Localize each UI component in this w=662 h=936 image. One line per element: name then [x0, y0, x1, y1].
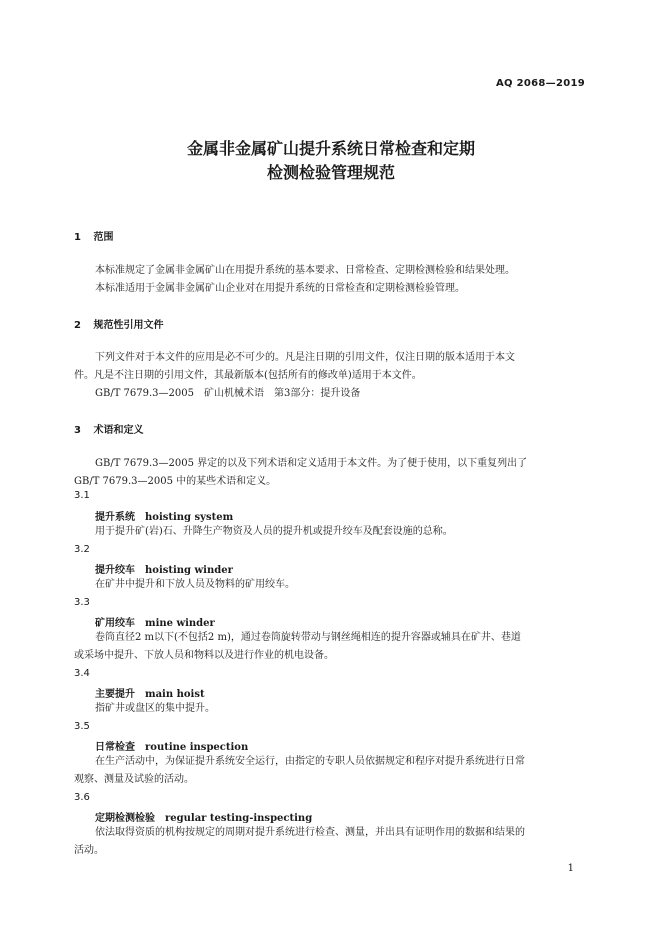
section-title: 范围	[93, 232, 114, 243]
term-definition-line-1: 在生产活动中，为保证提升系统安全运行，由指定的专职人员依据规定和程序对提升系统进行日常	[95, 756, 525, 767]
term-definition-line-2: 活动。	[74, 845, 104, 856]
term-name-en: hoisting winder	[145, 565, 233, 576]
term-number: 3.1	[74, 490, 90, 501]
term-definition: 在矿井中提升和下放人员及物料的矿用绞车。	[95, 579, 295, 590]
section-number: 1	[74, 232, 81, 243]
term-name-en: regular testing-inspecting	[165, 813, 313, 824]
term-name	[95, 508, 233, 523]
section-heading-references	[74, 316, 163, 331]
term-name-en: routine inspection	[145, 742, 249, 753]
section-title: 术语和定义	[93, 425, 144, 436]
term-name-zh: 提升系统	[95, 512, 135, 523]
term-name	[95, 809, 312, 824]
term-name-en: main hoist	[145, 689, 205, 700]
term-name-en: hoisting system	[145, 512, 234, 523]
document-title-line-1: 金属非金属矿山提升系统日常检查和定期	[186, 139, 475, 158]
term-definition-line-1: 依法取得资质的机构按规定的周期对提升系统进行检查、测量，并出具有证明作用的数据和结果的	[95, 827, 525, 838]
term-name	[95, 685, 205, 700]
section-heading-terms	[74, 421, 143, 436]
term-name	[95, 614, 215, 629]
section-number: 2	[74, 320, 81, 331]
scope-paragraph-2: 本标准适用于金属非金属矿山企业对在用提升系统的日常检查和定期检测检验管理。	[95, 283, 465, 294]
term-name	[95, 561, 233, 576]
term-name-zh: 主要提升	[95, 689, 135, 700]
section-title: 规范性引用文件	[93, 320, 164, 331]
term-definition: 用于提升矿(岩)石、升降生产物资及人员的提升机或提升绞车及配套设施的总称。	[95, 526, 453, 537]
term-name-en: mine winder	[145, 618, 215, 629]
refs-paragraph-line-2: 件。凡是不注日期的引用文件，其最新版本(包括所有的修改单)适用于本文件。	[74, 370, 422, 381]
page-number: 1	[567, 863, 574, 874]
term-number: 3.3	[74, 597, 90, 608]
refs-citation: GB/T 7679.3—2005 矿山机械术语 第3部分：提升设备	[95, 388, 361, 399]
terms-intro-line-2: GB/T 7679.3—2005 中的某些术语和定义。	[74, 476, 277, 487]
term-definition-line-2: 观察、测量及试验的活动。	[74, 774, 194, 785]
term-definition-line-2: 或采场中提升、下放人员和物料以及进行作业的机电设备。	[74, 650, 334, 661]
term-name-zh: 提升绞车	[95, 565, 135, 576]
term-name	[95, 738, 248, 753]
term-definition-line-1: 卷筒直径2 m以下(不包括2 m)，通过卷筒旋转带动与钢丝绳相连的提升容器或辅具在矿井、巷道	[95, 632, 521, 643]
section-heading-scope	[74, 228, 113, 243]
scope-paragraph-1: 本标准规定了金属非金属矿山在用提升系统的基本要求、日常检查、定期检测检验和结果处理。	[95, 265, 515, 276]
standard-code: AQ 2068—2019	[496, 78, 585, 89]
term-number: 3.5	[74, 721, 90, 732]
terms-intro-line-1: GB/T 7679.3—2005 界定的以及下列术语和定义适用于本文件。为了便于使用，以下重复列出了	[95, 458, 528, 469]
term-name-zh: 定期检测检验	[95, 813, 155, 824]
term-number: 3.6	[74, 792, 90, 803]
term-name-zh: 矿用绞车	[95, 618, 135, 629]
refs-paragraph-line-1: 下列文件对于本文件的应用是必不可少的。凡是注日期的引用文件，仅注日期的版本适用于本文	[95, 352, 515, 363]
term-number: 3.2	[74, 544, 90, 555]
term-number: 3.4	[74, 668, 90, 679]
term-name-zh: 日常检查	[95, 742, 135, 753]
term-definition: 指矿井或盘区的集中提升。	[95, 703, 215, 714]
section-number: 3	[74, 425, 81, 436]
document-title-line-2: 检测检验管理规范	[266, 163, 395, 182]
